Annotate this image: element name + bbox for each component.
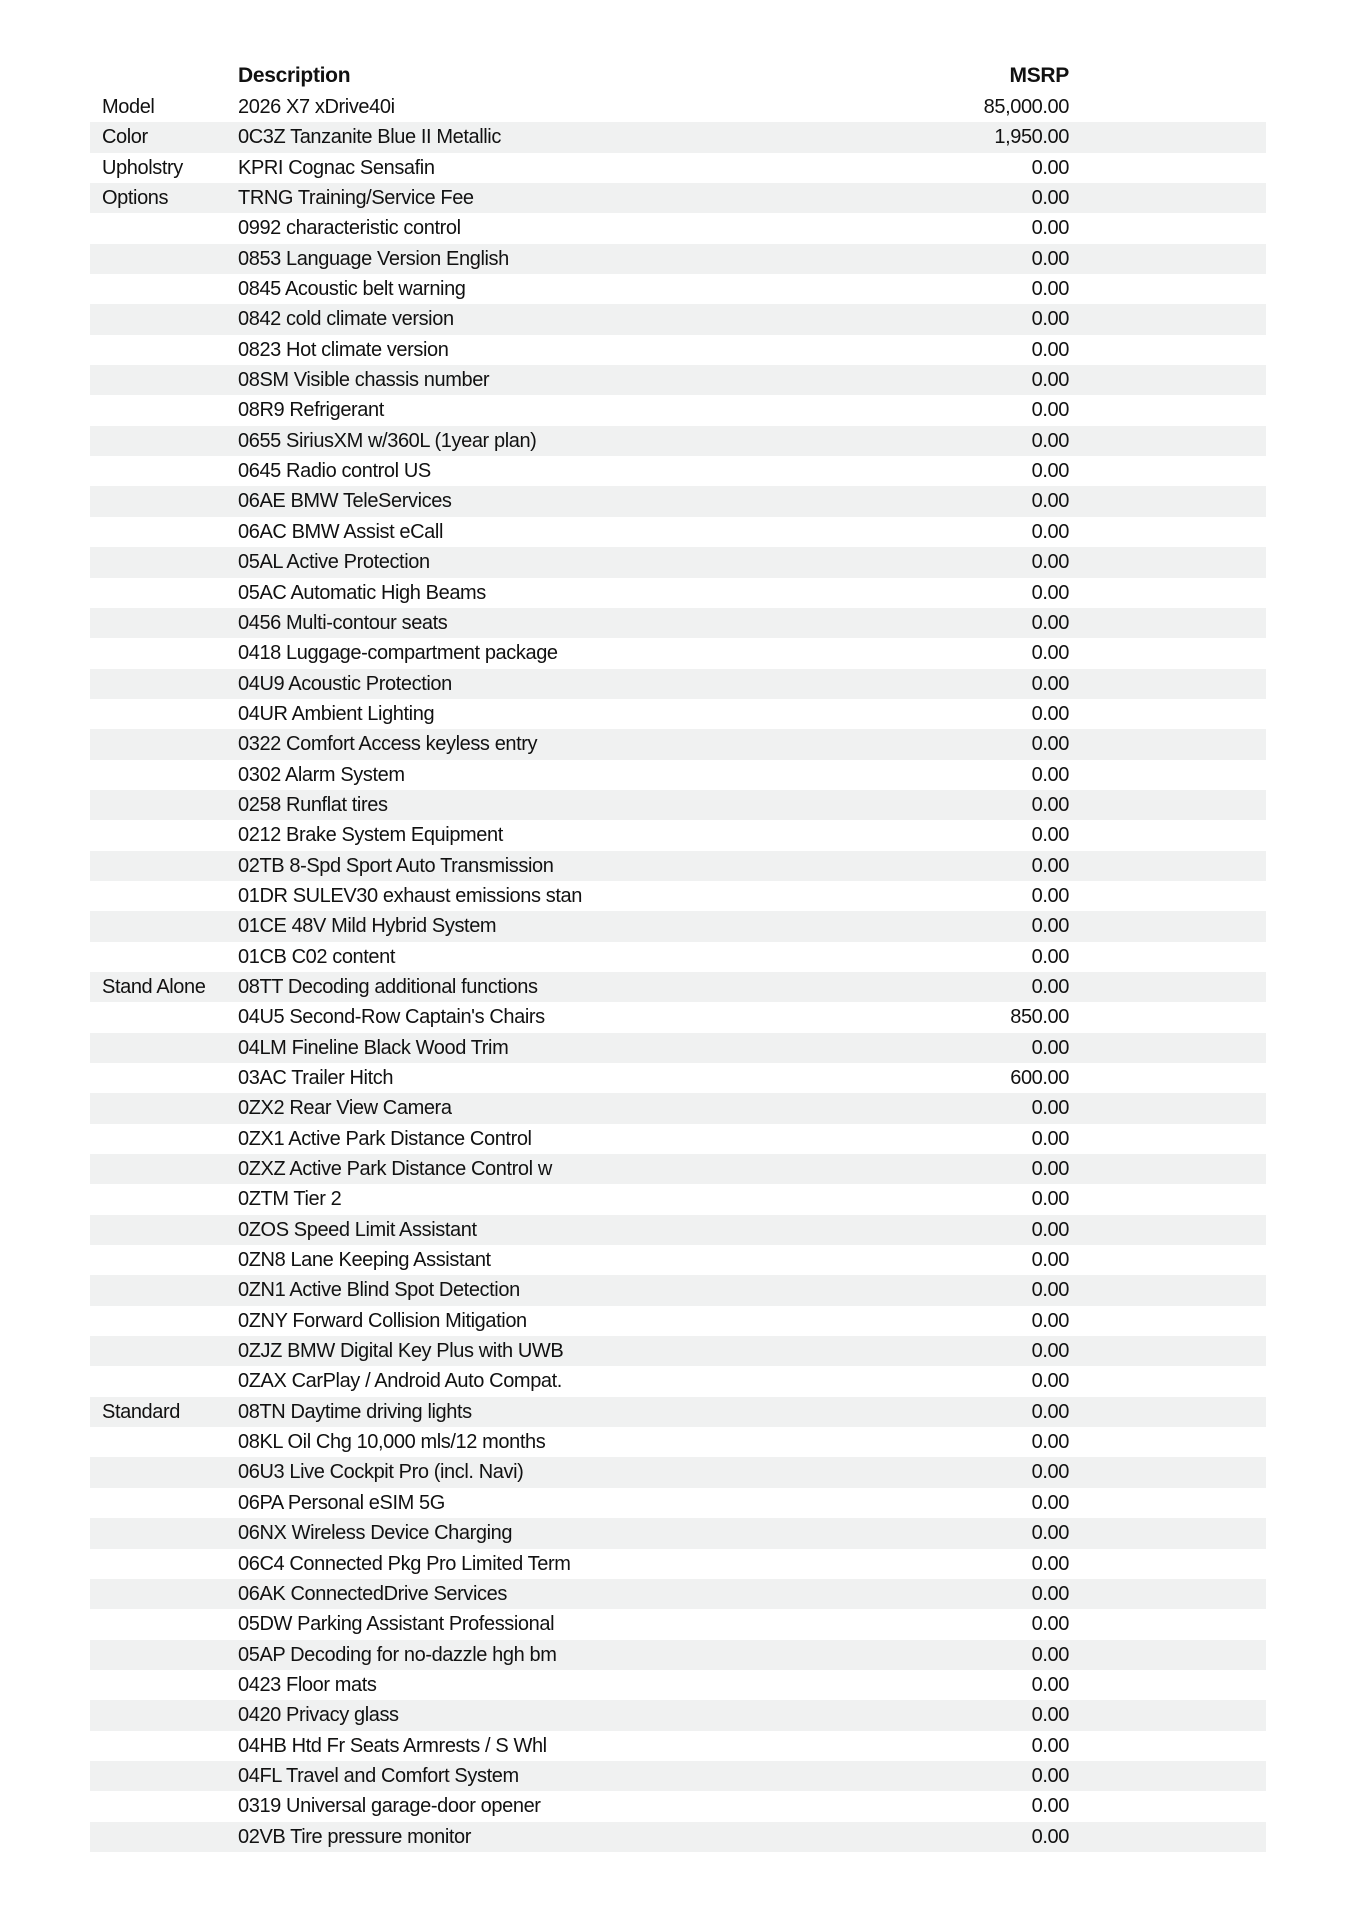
- table-row: [90, 881, 1266, 911]
- row-msrp: 600.00: [1010, 1067, 1069, 1089]
- row-description: 04HB Htd Fr Seats Armrests / S Whl: [238, 1734, 547, 1757]
- row-msrp: 0.00: [1031, 247, 1069, 270]
- row-description: 0C3Z Tanzanite Blue II Metallic: [238, 126, 501, 149]
- table-row: [90, 1761, 1266, 1791]
- row-msrp: 0.00: [1031, 1309, 1069, 1332]
- row-msrp: 0.00: [1031, 733, 1069, 756]
- row-description: 0ZXZ Active Park Distance Control w: [238, 1158, 552, 1181]
- row-description: 0212 Brake System Equipment: [238, 824, 503, 847]
- price-sheet: [90, 62, 1266, 1852]
- row-description: 06NX Wireless Device Charging: [238, 1522, 513, 1545]
- row-description: 0ZN1 Active Blind Spot Detection: [238, 1279, 520, 1302]
- row-description: KPRI Cognac Sensafin: [238, 156, 435, 179]
- row-description: 02VB Tire pressure monitor: [238, 1825, 472, 1848]
- row-msrp: 0.00: [1031, 945, 1069, 968]
- row-description: 0845 Acoustic belt warning: [238, 278, 466, 301]
- row-description: 06U3 Live Cockpit Pro (incl. Navi): [238, 1461, 524, 1484]
- row-msrp: 0.00: [1031, 1522, 1069, 1545]
- row-msrp: 0.00: [1031, 1825, 1069, 1848]
- table-row: [90, 1700, 1266, 1730]
- row-description: 0ZX2 Rear View Camera: [238, 1097, 452, 1120]
- table-row: [90, 1609, 1266, 1639]
- row-msrp: 0.00: [1031, 642, 1069, 665]
- row-msrp: 0.00: [1031, 217, 1069, 240]
- row-description: 04FL Travel and Comfort System: [238, 1764, 519, 1787]
- row-msrp: 0.00: [1031, 1613, 1069, 1636]
- row-description: 01CB C02 content: [238, 945, 396, 968]
- row-msrp: 0.00: [1031, 1249, 1069, 1272]
- table-header: [90, 62, 1266, 92]
- line-items-table: [90, 92, 1266, 1852]
- table-row: [90, 1457, 1266, 1487]
- table-row: [90, 486, 1266, 516]
- table-row: [90, 304, 1266, 334]
- row-description: 0418 Luggage-compartment package: [238, 642, 558, 665]
- row-description: 0ZNY Forward Collision Mitigation: [238, 1309, 527, 1332]
- row-description: 0322 Comfort Access keyless entry: [238, 733, 538, 756]
- table-row: [90, 1549, 1266, 1579]
- row-msrp: 0.00: [1031, 1491, 1069, 1514]
- table-row: [90, 911, 1266, 941]
- row-description: 0319 Universal garage-door opener: [238, 1795, 541, 1818]
- table-row: [90, 578, 1266, 608]
- row-description: 04U9 Acoustic Protection: [238, 672, 452, 695]
- table-row: [90, 92, 1266, 122]
- row-description: 06AE BMW TeleServices: [238, 490, 452, 513]
- table-row: [90, 1275, 1266, 1305]
- row-description: 0645 Radio control US: [238, 460, 431, 483]
- row-msrp: 0.00: [1031, 1340, 1069, 1363]
- table-row: [90, 699, 1266, 729]
- row-msrp: 0.00: [1031, 1431, 1069, 1454]
- table-row: [90, 1063, 1266, 1093]
- row-msrp: 0.00: [1031, 520, 1069, 543]
- row-msrp: 0.00: [1031, 702, 1069, 725]
- row-msrp: 0.00: [1031, 763, 1069, 786]
- row-category: Stand Alone: [102, 975, 206, 998]
- table-row: [90, 669, 1266, 699]
- table-row: [90, 153, 1266, 183]
- row-description: 0420 Privacy glass: [238, 1704, 399, 1727]
- row-msrp: 0.00: [1031, 1158, 1069, 1181]
- table-row: [90, 1124, 1266, 1154]
- table-row: [90, 183, 1266, 213]
- table-row: [90, 1093, 1266, 1123]
- row-category: Model: [102, 96, 155, 118]
- row-msrp: 0.00: [1031, 1795, 1069, 1818]
- description-column-header: Description: [238, 64, 351, 87]
- row-msrp: 0.00: [1031, 975, 1069, 998]
- row-description: 05AC Automatic High Beams: [238, 581, 486, 604]
- table-row: [90, 1215, 1266, 1245]
- row-msrp: 0.00: [1031, 672, 1069, 695]
- row-msrp: 0.00: [1031, 278, 1069, 301]
- row-msrp: 0.00: [1031, 1188, 1069, 1211]
- table-row: [90, 1579, 1266, 1609]
- row-description: 0823 Hot climate version: [238, 338, 449, 361]
- table-row: [90, 638, 1266, 668]
- row-description: 0ZN8 Lane Keeping Assistant: [238, 1249, 491, 1272]
- table-row: [90, 122, 1266, 152]
- row-description: 0842 cold climate version: [238, 308, 454, 331]
- row-msrp: 0.00: [1031, 399, 1069, 422]
- row-msrp: 0.00: [1031, 1370, 1069, 1393]
- table-row: [90, 365, 1266, 395]
- row-msrp: 0.00: [1031, 551, 1069, 574]
- row-msrp: 85,000.00: [983, 96, 1069, 118]
- row-description: 01CE 48V Mild Hybrid System: [238, 915, 497, 938]
- row-category: Standard: [102, 1400, 180, 1423]
- table-row: [90, 1791, 1266, 1821]
- row-description: 0302 Alarm System: [238, 763, 405, 786]
- table-row: [90, 608, 1266, 638]
- table-row: [90, 456, 1266, 486]
- row-msrp: 0.00: [1031, 338, 1069, 361]
- row-msrp: 0.00: [1031, 429, 1069, 452]
- row-description: 05AP Decoding for no-dazzle hgh bm: [238, 1643, 557, 1666]
- table-row: [90, 1245, 1266, 1275]
- row-msrp: 0.00: [1031, 1461, 1069, 1484]
- row-description: 01DR SULEV30 exhaust emissions stan: [238, 884, 582, 907]
- row-category: Color: [102, 126, 148, 149]
- row-msrp: 0.00: [1031, 1704, 1069, 1727]
- table-row: [90, 1306, 1266, 1336]
- table-row: [90, 1184, 1266, 1214]
- row-msrp: 0.00: [1031, 793, 1069, 816]
- row-msrp: 0.00: [1031, 611, 1069, 634]
- table-row: [90, 1731, 1266, 1761]
- row-description: 0423 Floor mats: [238, 1673, 377, 1696]
- table-row: [90, 760, 1266, 790]
- row-description: 0655 SiriusXM w/360L (1year plan): [238, 429, 537, 452]
- row-msrp: 0.00: [1031, 490, 1069, 513]
- table-row: [90, 426, 1266, 456]
- table-row: [90, 1002, 1266, 1032]
- table-row: [90, 1640, 1266, 1670]
- table-row: [90, 1366, 1266, 1396]
- row-msrp: 0.00: [1031, 1552, 1069, 1575]
- row-description: 08KL Oil Chg 10,000 mls/12 months: [238, 1431, 546, 1454]
- row-msrp: 850.00: [1010, 1006, 1069, 1029]
- table-row: [90, 1154, 1266, 1184]
- table-row: [90, 1518, 1266, 1548]
- table-row: [90, 213, 1266, 243]
- row-msrp: 0.00: [1031, 1582, 1069, 1605]
- table-row: [90, 335, 1266, 365]
- row-msrp: 0.00: [1031, 854, 1069, 877]
- table-row: [90, 1822, 1266, 1852]
- row-description: 04U5 Second-Row Captain's Chairs: [238, 1006, 545, 1029]
- row-description: 05DW Parking Assistant Professional: [238, 1613, 555, 1636]
- row-msrp: 0.00: [1031, 460, 1069, 483]
- row-msrp: 0.00: [1031, 156, 1069, 179]
- table-row: [90, 1033, 1266, 1063]
- row-description: 06AC BMW Assist eCall: [238, 520, 443, 543]
- row-msrp: 0.00: [1031, 1673, 1069, 1696]
- row-msrp: 0.00: [1031, 884, 1069, 907]
- row-description: 03AC Trailer Hitch: [238, 1067, 394, 1089]
- row-msrp: 0.00: [1031, 1036, 1069, 1059]
- row-description: 0456 Multi-contour seats: [238, 611, 448, 634]
- row-category: Options: [102, 187, 169, 210]
- table-row: [90, 942, 1266, 972]
- row-msrp: 0.00: [1031, 1279, 1069, 1302]
- table-row: [90, 1427, 1266, 1457]
- row-msrp: 0.00: [1031, 1218, 1069, 1241]
- row-msrp: 0.00: [1031, 187, 1069, 210]
- table-row: [90, 820, 1266, 850]
- table-row: [90, 729, 1266, 759]
- row-description: 02TB 8-Spd Sport Auto Transmission: [238, 854, 554, 877]
- table-row: [90, 517, 1266, 547]
- msrp-column-header: MSRP: [1009, 64, 1069, 87]
- row-description: 0ZJZ BMW Digital Key Plus with UWB: [238, 1340, 564, 1363]
- row-msrp: 0.00: [1031, 308, 1069, 331]
- row-description: 0ZX1 Active Park Distance Control: [238, 1127, 532, 1150]
- row-msrp: 0.00: [1031, 824, 1069, 847]
- row-msrp: 0.00: [1031, 1127, 1069, 1150]
- row-description: 0ZTM Tier 2: [238, 1188, 342, 1211]
- row-description: 08TT Decoding additional functions: [238, 975, 538, 998]
- row-description: 0992 characteristic control: [238, 217, 461, 240]
- row-category: Upholstry: [102, 156, 183, 179]
- table-row: [90, 244, 1266, 274]
- row-msrp: 1,950.00: [994, 126, 1069, 149]
- row-description: 04LM Fineline Black Wood Trim: [238, 1036, 509, 1059]
- row-msrp: 0.00: [1031, 581, 1069, 604]
- row-msrp: 0.00: [1031, 1400, 1069, 1423]
- row-description: 04UR Ambient Lighting: [238, 702, 435, 725]
- table-row: [90, 274, 1266, 304]
- row-description: 08TN Daytime driving lights: [238, 1400, 472, 1423]
- table-row: [90, 1488, 1266, 1518]
- row-description: 0ZOS Speed Limit Assistant: [238, 1218, 477, 1241]
- row-description: 0853 Language Version English: [238, 247, 509, 270]
- row-msrp: 0.00: [1031, 1643, 1069, 1666]
- row-description: 2026 X7 xDrive40i: [238, 96, 395, 118]
- row-description: 0ZAX CarPlay / Android Auto Compat.: [238, 1370, 562, 1393]
- row-msrp: 0.00: [1031, 1734, 1069, 1757]
- row-description: 0258 Runflat tires: [238, 793, 388, 816]
- row-description: 08R9 Refrigerant: [238, 399, 384, 422]
- table-row: [90, 790, 1266, 820]
- row-description: 05AL Active Protection: [238, 551, 430, 574]
- table-row: [90, 1670, 1266, 1700]
- table-row: [90, 972, 1266, 1002]
- row-description: 06C4 Connected Pkg Pro Limited Term: [238, 1552, 571, 1575]
- row-description: 06AK ConnectedDrive Services: [238, 1582, 507, 1605]
- row-msrp: 0.00: [1031, 1097, 1069, 1120]
- row-description: TRNG Training/Service Fee: [238, 187, 474, 210]
- row-description: 06PA Personal eSIM 5G: [238, 1491, 445, 1514]
- row-msrp: 0.00: [1031, 369, 1069, 392]
- row-msrp: 0.00: [1031, 915, 1069, 938]
- table-row: [90, 395, 1266, 425]
- table-row: [90, 547, 1266, 577]
- table-row: [90, 1336, 1266, 1366]
- row-description: 08SM Visible chassis number: [238, 369, 490, 392]
- table-row: [90, 1397, 1266, 1427]
- table-row: [90, 851, 1266, 881]
- row-msrp: 0.00: [1031, 1764, 1069, 1787]
